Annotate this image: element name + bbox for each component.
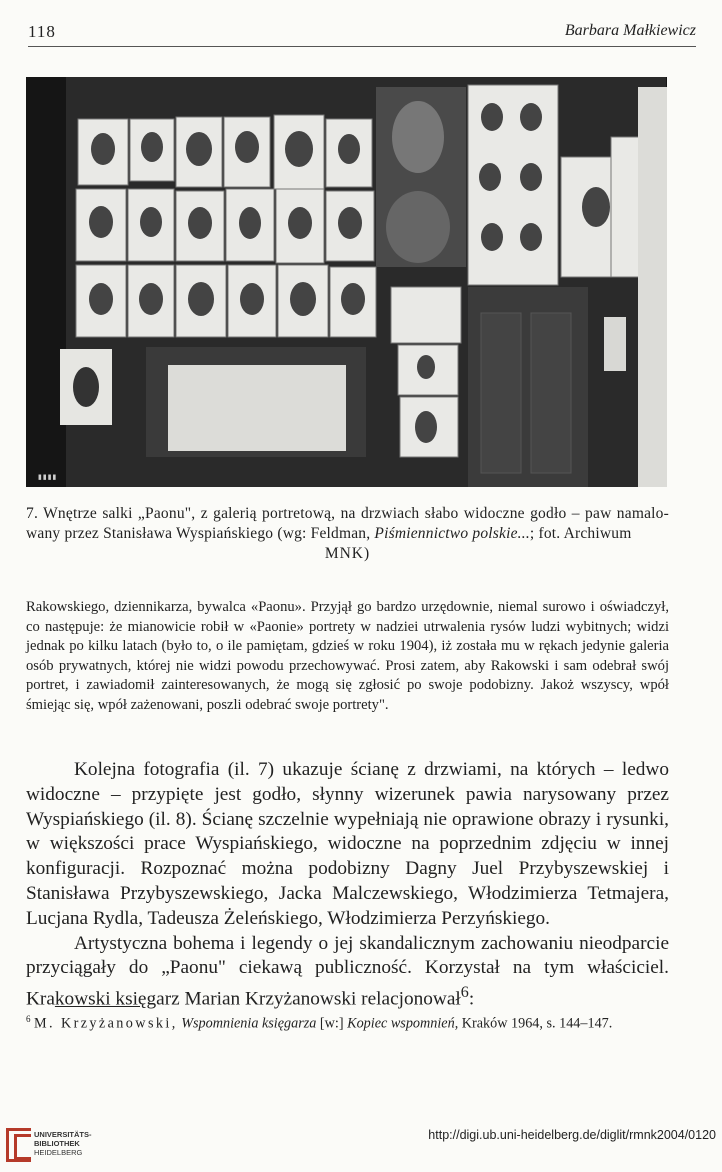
library-logo-inner-icon (14, 1134, 31, 1160)
portrait-grid-left (76, 115, 376, 337)
photo-archive-mark: ▮▮▮▮ (38, 473, 58, 481)
caption-source-title: Piśmiennictwo polskie... (374, 525, 530, 542)
main-text (26, 758, 669, 1012)
paragraph-2 (26, 932, 669, 1013)
footnote-ref: 6 (460, 984, 469, 1002)
block-quote: Rakowskiego, dziennikarza, bywalca «Paonu». Przyjął go bardzo urzędownie, niemal surowo i oświadczył, co następuje: że mianowicie robił w «Paonie» portrety w nadziei utrwalenia rysów ludzi wybitnych; widzi jednak po kilku latach (było to, o ile pamiętam, gdzieś w roku 1904), iż została mu w rękach jedynie galeria osób prywatnych, której nie widzi powodu przechowywać. Prosi zatem, aby Rakowski i sam odebrał swój portret, i zawiadomił zainteresowanych, że mogą się zgłosić po swoje podobizny. Jakoż wszyscy, wpół śmiejąc się, wpół zażenowani, poszli odebrać swoje portrety". (26, 599, 669, 713)
footnote-author: M. Krzyżanowski, (34, 1015, 178, 1032)
caption-line-3: MNK) (324, 545, 371, 562)
paragraph-2-colon: : (468, 988, 475, 1010)
library-name: UNIVERSITÄTS- BIBLIOTHEK HEIDELBERG (34, 1130, 92, 1157)
footnote-source: Kopiec wspomnień (347, 1015, 455, 1032)
caption-line-2b: ; fot. Archiwum (529, 525, 632, 542)
running-head: Barbara Małkiewicz (564, 22, 696, 39)
figure-photograph (26, 77, 667, 487)
caption-line-2a: wany przez Stanisława Wyspiańskiego (wg: Feldman, (26, 525, 375, 542)
paragraph-2-end: arz Marian Krzyżanowski relacjonował (156, 988, 461, 1010)
figure-caption (26, 504, 669, 564)
footnote-title: Wspomnienia księgarza (181, 1015, 317, 1032)
photograph-icon (26, 77, 667, 487)
footnote-number: 6 (26, 1014, 31, 1024)
source-url-link[interactable]: http://digi.ub.uni-heidelberg.de/diglit/rmnk2004/0120 (428, 1128, 716, 1142)
paragraph-2-start: Artystyczna bohema i legendy o jej skandalicznym zachowaniu nieodparcie przyciągały do „Paonu" ciekawą publiczność. Korzystał na tym właściciel. Kra (26, 932, 669, 1010)
footnote-in: [w:] (319, 1015, 344, 1032)
page-number: 118 (28, 22, 56, 41)
page-header (28, 20, 696, 47)
paragraph-1: Kolejna fotografia (il. 7) ukazuje ścianę z drzwiami, na których – ledwo widoczne – przypięte jest godło, słynny wizerunek pawia narysowany przez Wyspiańskiego (il. 8). Ścianę szczelnie wypełniają nie oprawione obrazy i rysunki, w większości prace Wyspiańskiego, widoczne na poprzednim zdjęciu w innej konfiguracji. Rozpoznać można podobizny Dagny Juel Przybyszewskiej i Stanisława Przybyszewskiego, Jacka Malczewskiego, Włodzimierza Tetmajera, Lucjana Rydla, Tadeusza Żeleńskiego, Włodzimierza Perzyńskiego. (26, 759, 669, 929)
footnote-rest: , Kraków 1964, s. 144–147. (454, 1015, 613, 1032)
underlined-text: kowski księg (54, 988, 157, 1010)
footnote (26, 1010, 669, 1034)
caption-line-1: 7. Wnętrze salki „Paonu", z galerią portretową, na drzwiach słabo widoczne godło – paw namalo- (26, 505, 669, 522)
page-footer (0, 1118, 722, 1172)
